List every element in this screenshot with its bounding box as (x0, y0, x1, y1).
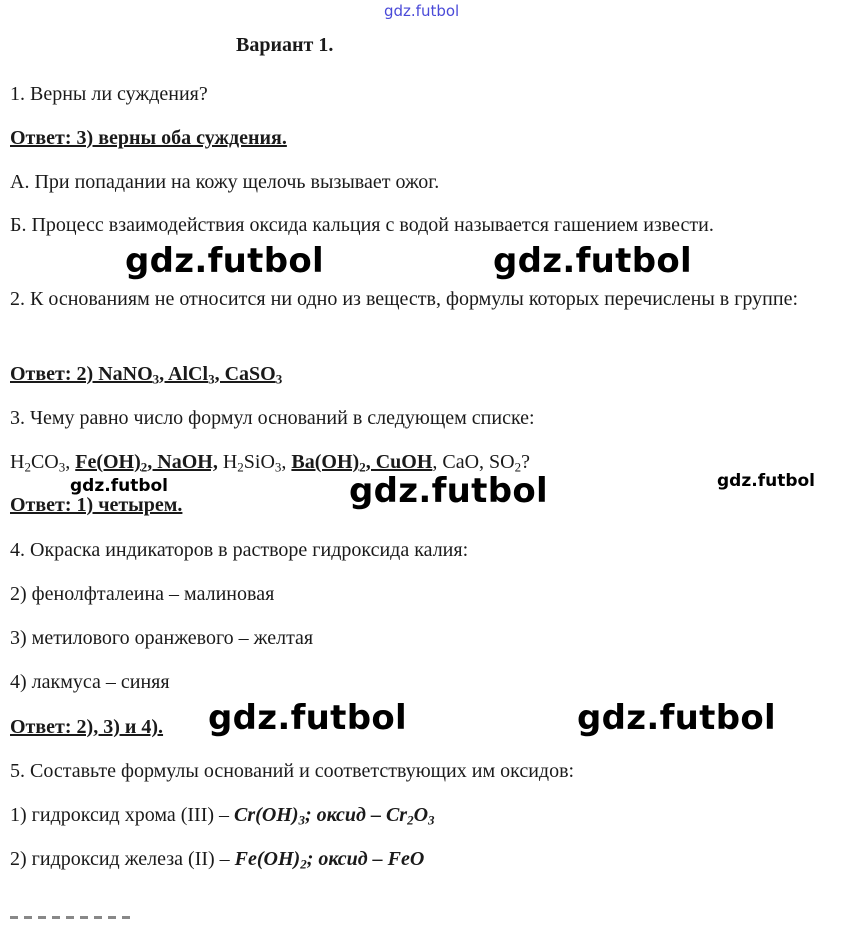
statement-b: Б. Процесс взаимодействия оксида кальция с водой называется гашением извести. (10, 214, 714, 236)
watermark: gdz.futbol (125, 241, 324, 281)
formula-sub: 3 (298, 812, 305, 828)
watermark: gdz.futbol (717, 471, 815, 491)
formula-part: CO (30, 451, 59, 473)
item-1-text: 1) гидроксид хрома (III) – (10, 804, 235, 826)
question-3: 3. Чему равно число формул оснований в следующем списке: (10, 407, 535, 429)
formula-part: H (10, 451, 25, 473)
formula-sub: 3 (274, 459, 282, 475)
answer-2-sub: 3 (275, 371, 283, 387)
cut-off-line (10, 906, 150, 920)
question-5: 5. Составьте формулы оснований и соответствующих им оксидов: (10, 760, 575, 782)
formula-part: ; оксид – Cr (305, 804, 408, 826)
item-1-formula (234, 804, 435, 826)
formula-part: , NaOH, (147, 451, 218, 473)
answer-1: Ответ: 3) верны оба суждения. (10, 127, 287, 149)
formula-part: O (413, 804, 429, 826)
answer-2 (10, 360, 838, 388)
option-2: 2) фенолфталеина – малиновая (10, 583, 275, 605)
formula-sub: 2 (237, 459, 244, 475)
formula-part: SiO (243, 451, 275, 473)
formula-part: Ba(OH) (291, 451, 360, 473)
question-1: 1. Верны ли суждения? (10, 83, 208, 105)
answer-2-sub: 3 (152, 371, 160, 387)
answer-4: Ответ: 2), 3) и 4). (10, 716, 164, 738)
item-1 (10, 801, 838, 829)
answer-2-part: Ответ: 2) NaNO (10, 363, 153, 385)
option-3: 3) метилового оранжевого – желтая (10, 627, 314, 649)
base-highlight-2 (291, 451, 432, 473)
statement-a: А. При попадании на кожу щелочь вызывает ожог. (10, 171, 440, 193)
formula-sub: 2 (359, 459, 366, 475)
answer-3: Ответ: 1) четырем. (10, 494, 183, 516)
question-4: 4. Окраска индикаторов в растворе гидроксида калия: (10, 539, 469, 561)
formula-sub: 2 (300, 856, 307, 872)
answer-2-sub: 3 (208, 371, 215, 387)
formula-part: ; оксид – FeO (306, 848, 425, 870)
watermark: gdz.futbol (577, 698, 776, 738)
formula-sub: 3 (58, 459, 66, 475)
base-highlight-1 (75, 451, 218, 473)
option-4: 4) лакмуса – синяя (10, 671, 170, 693)
formula-part: , (281, 451, 292, 473)
formula-sub: 2 (514, 459, 522, 475)
formula-part: , CaO, SO (432, 451, 515, 473)
watermark: gdz.futbol (70, 476, 168, 496)
formula-sub: 2 (407, 812, 414, 828)
formula-part: , CuOH (365, 451, 433, 473)
formula-sub: 3 (428, 812, 435, 828)
watermark: gdz.futbol (349, 471, 548, 511)
formula-sub: 2 (24, 459, 31, 475)
formula-part: Fe(OH) (75, 451, 141, 473)
formula-part: H (217, 451, 238, 473)
answer-2-part: , AlCl (159, 363, 209, 385)
formula-part: ? (521, 451, 531, 473)
formula-part: Cr(OH) (234, 804, 299, 826)
watermark: gdz.futbol (493, 241, 692, 281)
watermark: gdz.futbol (208, 698, 407, 738)
item-2-text: 2) гидроксид железа (II) – (10, 848, 235, 870)
formula-part: , (65, 451, 76, 473)
item-2-formula (235, 848, 425, 870)
watermark-top: gdz.futbol (384, 2, 460, 20)
formula-part: Fe(OH) (234, 848, 301, 870)
page-title: Вариант 1. (236, 34, 334, 56)
answer-2-part: , CaSO (214, 363, 276, 385)
formula-sub: 2 (140, 459, 148, 475)
question-2: 2. К основаниям не относится ни одно из веществ, формулы которых перечислены в группе: (10, 288, 799, 310)
item-2 (10, 845, 838, 873)
